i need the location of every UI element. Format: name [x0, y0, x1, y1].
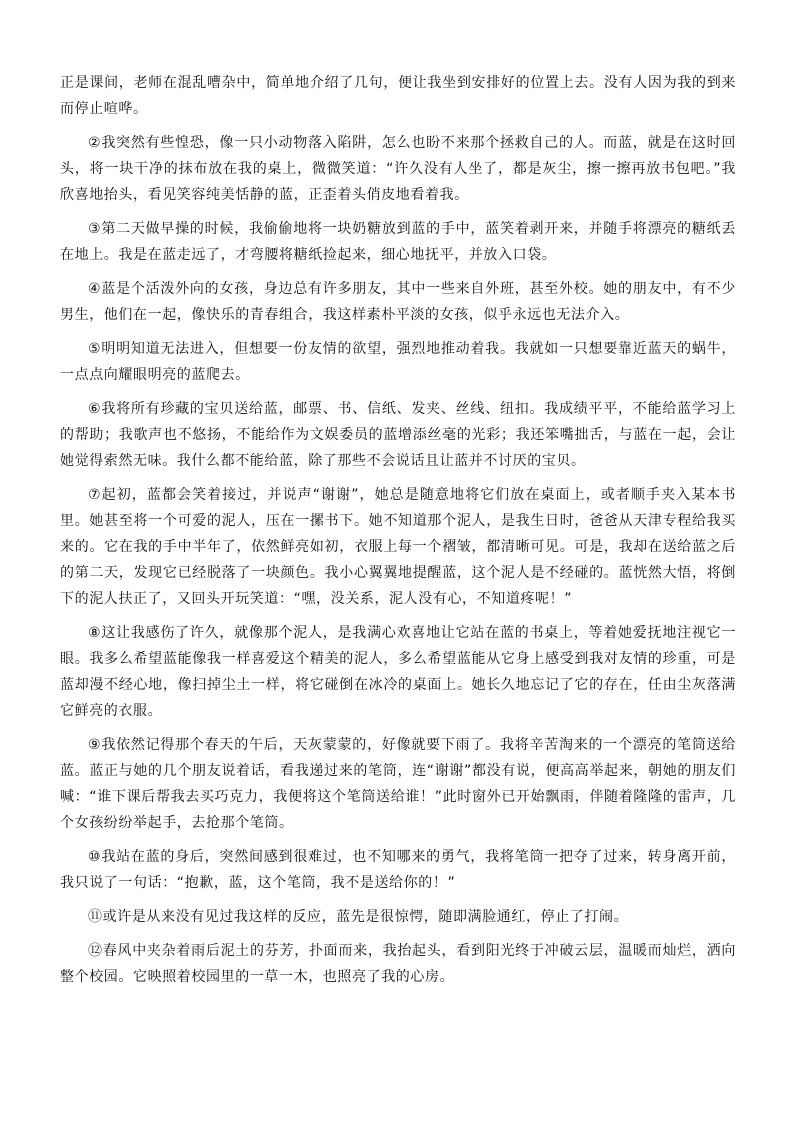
paragraph-5: ⑤明明知道无法进入，但想要一份友情的欲望，强烈地推动着我。我就如一只想要靠近蓝天的蜗牛，一点点向耀眼明亮的蓝爬去。	[60, 341, 736, 383]
paragraph-12: ⑫春风中夹杂着雨后泥土的芬芳，扑面而来，我抬起头，看到阳光终于冲破云层，温暖而灿烂，洒向整个校园。它映照着校园里的一草一木，也照亮了我的心房。	[60, 943, 736, 985]
paragraph-7: ⑦起初，蓝都会笑着接过，并说声“谢谢”，她总是随意地将它们放在桌面上，或者顺手夹入某本书里。她甚至将一个可爱的泥人，压在一摞书下。她不知道那个泥人，是我生日时，爸爸从天津专程给我买来的。它在我的手中半年了，依然鲜亮如初，衣服上每一个褶皱，都清晰可见。可是，我却在送给蓝之后的第二天，发现它已经脱落了一块颜色。我小心翼翼地提醒蓝，这个泥人是不经碰的。蓝恍然大悟，将倒下的泥人扶正了，又回头开玩笑道：“嘿，没关系，泥人没有心，不知道疼呢！”	[60, 487, 736, 607]
paragraph-6: ⑥我将所有珍藏的宝贝送给蓝，邮票、书、信纸、发夹、丝线、纽扣。我成绩平平，不能给蓝学习上的帮助；我歌声也不悠扬，不能给作为文娱委员的蓝增添丝毫的光彩；我还笨嘴拙舌，与蓝在一起，会让她觉得索然无味。我什么都不能给蓝，除了那些不会说话且让蓝并不讨厌的宝贝。	[60, 401, 736, 469]
paragraph-10: ⑩我站在蓝的身后，突然间感到很难过，也不知哪来的勇气，我将笔筒一把夺了过来，转身离开前，我只说了一句话：“抱歉，蓝，这个笔筒，我不是送给你的！”	[60, 849, 736, 891]
article-body	[60, 70, 736, 998]
paragraph-2: ②我突然有些惶恐，像一只小动物落入陷阱，怎么也盼不来那个拯救自己的人。而蓝，就是在这时回头，将一块干净的抹布放在我的桌上，微微笑道：“许久没有人坐了，都是灰尘，擦一擦再放书包吧。”我欣喜地抬头，看见笑容纯美恬静的蓝，正歪着头俏皮地看着我。	[60, 135, 736, 203]
paragraph-3: ③第二天做早操的时候，我偷偷地将一块奶糖放到蓝的手中，蓝笑着剥开来，并随手将漂亮的糖纸丢在地上。我是在蓝走远了，才弯腰将糖纸捡起来，细心地抚平，并放入口袋。	[60, 221, 736, 263]
paragraph-9: ⑨我依然记得那个春天的午后，天灰蒙蒙的，好像就要下雨了。我将辛苦淘来的一个漂亮的笔筒送给蓝。蓝正与她的几个朋友说着话，看我递过来的笔筒，连“谢谢”都没有说，便高高举起来，朝她的朋友们喊：“谁下课后帮我去买巧克力，我便将这个笔筒送给谁！”此时窗外已开始飘雨，伴随着隆隆的雷声，几个女孩纷纷举起手，去抢那个笔筒。	[60, 737, 736, 831]
paragraph-11: ⑪或许是从来没有见过我这样的反应，蓝先是很惊愕，随即满脸通红，停止了打闹。	[88, 909, 629, 925]
paragraph-8: ⑧这让我感伤了许久，就像那个泥人，是我满心欢喜地让它站在蓝的书桌上，等着她爱抚地注视它一眼。我多么希望蓝能像我一样喜爱这个精美的泥人，多么希望蓝能从它身上感受到我对友情的珍重，可是蓝却漫不经心地，像扫掉尘土一样，将它碰倒在冰冷的桌面上。她长久地忘记了它的存在，任由尘灰落满它鲜亮的衣服。	[60, 625, 736, 719]
paragraph-continuation: 正是课间，老师在混乱嘈杂中，简单地介绍了几句，便让我坐到安排好的位置上去。没有人因为我的到来而停止喧哗。	[60, 75, 736, 117]
paragraph-4: ④蓝是个活泼外向的女孩，身边总有许多朋友，其中一些来自外班，甚至外校。她的朋友中，有不少男生，他们在一起，像快乐的青春组合，我这样素朴平淡的女孩，似乎永远也无法介入。	[60, 281, 736, 323]
